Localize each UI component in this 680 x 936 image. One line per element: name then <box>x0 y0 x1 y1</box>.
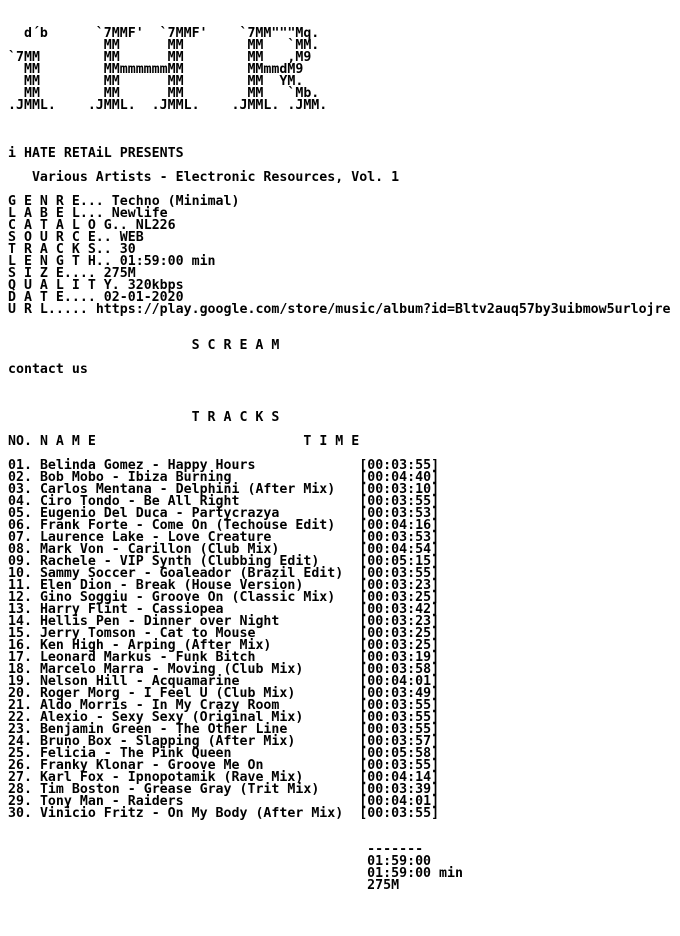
info-label: D A T E.... <box>8 290 96 305</box>
track-time: [00:03:53] <box>359 530 440 545</box>
track-title: Vinicio Fritz - On My Body (After Mix) <box>39 806 344 821</box>
track-number: 23. <box>8 722 32 737</box>
track-time: [00:03:19] <box>359 650 440 665</box>
track-time: [00:05:58] <box>359 746 440 761</box>
info-value: 30 <box>119 242 136 257</box>
ascii-logo-line: MM MM MM `MM. <box>8 38 320 53</box>
info-value: 275M <box>103 266 136 281</box>
track-number: 05. <box>8 506 32 521</box>
info-row <box>8 304 678 316</box>
track-title: Bob Mobo - Ibiza Burning <box>39 470 232 485</box>
track-number: 18. <box>8 662 32 677</box>
track-time: [00:03:42] <box>359 602 440 617</box>
track-time: [00:04:40] <box>359 470 440 485</box>
track-title: Carlos Mentana - Delphini (After Mix) <box>39 482 336 497</box>
track-number: 27. <box>8 770 32 785</box>
tracks-column-header <box>8 436 678 448</box>
track-time: [00:03:55] <box>359 710 440 725</box>
track-time: [00:03:25] <box>359 590 440 605</box>
track-number: 15. <box>8 626 32 641</box>
track-title: Ken High - Arping (After Mix) <box>39 638 272 653</box>
track-title: Ciro Tondo - Be All Right <box>39 494 240 509</box>
track-number: 09. <box>8 554 32 569</box>
track-title: Franky Klonar - Groove Me On <box>39 758 264 773</box>
nfo-document <box>8 28 678 892</box>
track-time: [00:03:49] <box>359 686 440 701</box>
release-info <box>8 196 678 316</box>
track-number: 16. <box>8 638 32 653</box>
track-title: Jerry Tomson - Cat to Mouse <box>39 626 256 641</box>
info-label: Q U A L I T Y. <box>8 278 120 293</box>
total-size: 275M <box>367 878 400 893</box>
track-time: [00:03:55] <box>359 698 440 713</box>
track-number: 20. <box>8 686 32 701</box>
track-title: Eugenio Del Duca - Partycrazya <box>39 506 280 521</box>
track-list <box>8 460 678 820</box>
track-title: Felicia - The Pink Queen <box>39 746 232 761</box>
track-time: [00:04:16] <box>359 518 440 533</box>
track-number: 06. <box>8 518 32 533</box>
ascii-logo <box>8 28 678 112</box>
track-number: 14. <box>8 614 32 629</box>
track-title: Tony Man - Raiders <box>39 794 184 809</box>
contact-us-link[interactable]: contact us <box>8 362 88 377</box>
track-title: Belinda Gomez - Happy Hours <box>39 458 256 473</box>
track-number: 30. <box>8 806 32 821</box>
track-title: Aldo Morris - In My Crazy Room <box>39 698 280 713</box>
track-number: 12. <box>8 590 32 605</box>
track-title: Leonard Markus - Funk Bitch <box>39 650 256 665</box>
track-number: 07. <box>8 530 32 545</box>
info-label: T R A C K S.. <box>8 242 112 257</box>
track-title: Sammy Soccer - Goaleador (Brazil Edit) <box>39 566 344 581</box>
info-value: 02-01-2020 <box>103 290 184 305</box>
track-time: [00:04:01] <box>359 794 440 809</box>
track-number: 19. <box>8 674 32 689</box>
track-title: Frank Forte - Come On (Techouse Edit) <box>39 518 336 533</box>
track-time: [00:05:15] <box>359 554 440 569</box>
info-value: 320kbps <box>127 278 184 293</box>
track-number: 11. <box>8 578 32 593</box>
track-row <box>8 808 678 820</box>
track-title: Alexio - Sexy Sexy (Original Mix) <box>39 710 304 725</box>
track-time: [00:04:01] <box>359 674 440 689</box>
column-time-header: T I M E <box>303 434 360 449</box>
total-time: 01:59:00 <box>367 854 432 869</box>
presents-line: i HATE RETAiL PRESENTS <box>8 146 184 161</box>
info-label: S O U R C E.. <box>8 230 112 245</box>
track-time: [00:03:55] <box>359 566 440 581</box>
track-time: [00:03:55] <box>359 458 440 473</box>
ascii-logo-line: MM MM MM MM YM. <box>8 74 304 89</box>
track-number: 04. <box>8 494 32 509</box>
track-time: [00:04:14] <box>359 770 440 785</box>
track-time: [00:03:23] <box>359 614 440 629</box>
track-title: Karl Fox - Ipnopotamik (Rave Mix) <box>39 770 304 785</box>
column-name-header: N A M E <box>39 434 96 449</box>
track-title: Gino Soggiu - Groove On (Classic Mix) <box>39 590 336 605</box>
ascii-logo-line: d´b `7MMF' `7MMF' `7MM"""Mq. <box>8 26 320 41</box>
track-number: 24. <box>8 734 32 749</box>
track-time: [00:04:54] <box>359 542 440 557</box>
tracks-heading: T R A C K S <box>8 410 280 425</box>
track-number: 22. <box>8 710 32 725</box>
release-title: Various Artists - Electronic Resources, Vol. 1 <box>8 170 400 185</box>
ascii-logo-line: MM MMmmmmmmMM MMmmdM9 <box>8 62 304 77</box>
track-time: [00:03:57] <box>359 734 440 749</box>
track-title: Hellis Pen - Dinner over Night <box>39 614 280 629</box>
info-label: L E N G T H.. <box>8 254 112 269</box>
info-value: NL226 <box>135 218 176 233</box>
info-label: S I Z E.... <box>8 266 96 281</box>
track-number: 28. <box>8 782 32 797</box>
ascii-logo-line: `7MM MM MM MM ,M9 <box>8 50 312 65</box>
track-time: [00:03:53] <box>359 506 440 521</box>
info-value: Techno (Minimal) <box>111 194 240 209</box>
track-number: 10. <box>8 566 32 581</box>
track-title: Elen Dion - Break (House Version) <box>39 578 304 593</box>
track-number: 13. <box>8 602 32 617</box>
track-time: [00:03:55] <box>359 806 440 821</box>
info-label: L A B E L... <box>8 206 104 221</box>
track-title: Tim Boston - Grease Gray (Trit Mix) <box>39 782 320 797</box>
track-title: Mark Von - Carillon (Club Mix) <box>39 542 280 557</box>
track-time: [00:03:55] <box>359 494 440 509</box>
track-number: 29. <box>8 794 32 809</box>
track-title: Harry Flint - Cassiopea <box>39 602 224 617</box>
track-number: 21. <box>8 698 32 713</box>
ascii-logo-line: .JMML. .JMML. .JMML. .JMML. .JMM. <box>8 98 328 113</box>
info-value: WEB <box>119 230 144 245</box>
ascii-logo-line: MM MM MM MM `Mb. <box>8 86 320 101</box>
totals-divider: ------- <box>367 842 424 857</box>
track-number: 17. <box>8 650 32 665</box>
info-value: Newlife <box>111 206 168 221</box>
totals-footer <box>8 844 678 892</box>
track-title: Nelson Hill - Acquamarine <box>39 674 240 689</box>
info-value: 01:59:00 min <box>119 254 216 269</box>
track-title: Rachele - VIP Synth (Clubbing Edit) <box>39 554 320 569</box>
track-time: [00:03:10] <box>359 482 440 497</box>
track-time: [00:03:25] <box>359 626 440 641</box>
track-time: [00:03:23] <box>359 578 440 593</box>
track-number: 25. <box>8 746 32 761</box>
scream-heading: S C R E A M <box>8 338 280 353</box>
track-number: 02. <box>8 470 32 485</box>
track-title: Laurence Lake - Love Creature <box>39 530 272 545</box>
track-title: Bruno Box - Slapping (After Mix) <box>39 734 296 749</box>
track-title: Roger Morg - I Feel U (Club Mix) <box>39 686 296 701</box>
track-number: 08. <box>8 542 32 557</box>
track-time: [00:03:55] <box>359 758 440 773</box>
info-label: U R L..... <box>8 302 88 317</box>
info-label: C A T A L O G.. <box>8 218 128 233</box>
track-time: [00:03:25] <box>359 638 440 653</box>
track-number: 01. <box>8 458 32 473</box>
track-time: [00:03:58] <box>359 662 440 677</box>
track-title: Marcelo Marra - Moving (Club Mix) <box>39 662 304 677</box>
column-no-header: NO. <box>8 434 32 449</box>
track-number: 03. <box>8 482 32 497</box>
total-length: 01:59:00 min <box>367 866 463 881</box>
track-time: [00:03:39] <box>359 782 440 797</box>
track-title: Benjamin Green - The Other Line <box>39 722 288 737</box>
info-label: G E N R E... <box>8 194 104 209</box>
info-value: https://play.google.com/store/music/album?id=Bltv2auq57by3uibmow5urlojre <box>95 302 671 317</box>
track-number: 26. <box>8 758 32 773</box>
track-time: [00:03:55] <box>359 722 440 737</box>
